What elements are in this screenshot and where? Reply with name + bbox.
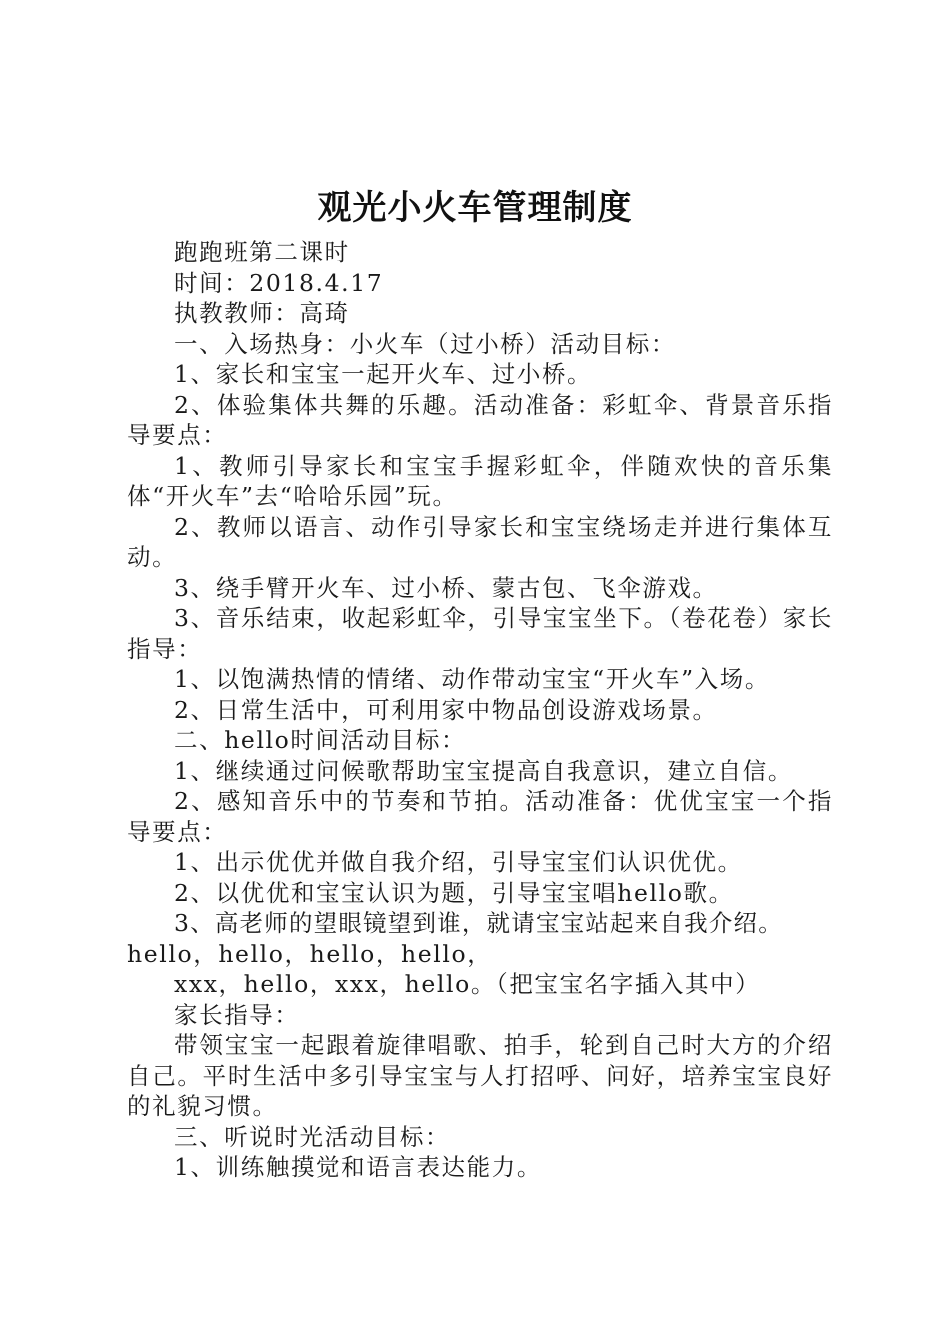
section-heading-hello: 二、hello时间活动目标： <box>174 726 467 754</box>
paragraph-item: 1、训练触摸觉和语言表达能力。 <box>174 1153 542 1181</box>
song-lyric-line: xxx，hello，xxx，hello。（把宝宝名字插入其中） <box>174 970 761 998</box>
paragraph-item: 3、绕手臂开火车、过小桥、蒙古包、飞伞游戏。 <box>174 573 718 602</box>
paragraph-item: 1、以饱满热情的情绪、动作带动宝宝“开火车”入场。 <box>174 665 770 693</box>
paragraph-item: 1、出示优优并做自我介绍，引导宝宝们认识优优。 <box>174 848 743 876</box>
paragraph-item: 3、高老师的望眼镜望到谁，就请宝宝站起来自我介绍。 <box>174 909 783 937</box>
paragraph-item: 1、家长和宝宝一起开火车、过小桥。 <box>174 360 593 388</box>
paragraph-teacher: 执教教师：高琦 <box>174 299 350 327</box>
paragraph-item: 3、音乐结束，收起彩虹伞，引导宝宝坐下。（卷花卷）家长指导： <box>127 604 833 663</box>
paragraph-date: 时间：2018.4.17 <box>174 268 384 297</box>
paragraph-item: 2、教师以语言、动作引导家长和宝宝绕场走并进行集体互动。 <box>127 512 833 571</box>
paragraph-class-name: 跑跑班第二课时 <box>174 238 350 266</box>
paragraph-item: 1、继续通过问候歌帮助宝宝提高自我意识，建立自信。 <box>174 756 793 785</box>
section-heading-listening: 三、听说时光活动目标： <box>174 1122 451 1151</box>
song-lyric-line: hello，hello，hello，hello， <box>127 939 493 968</box>
document-title: 观光小火车管理制度 <box>317 188 633 228</box>
paragraph-parent-guide: 带领宝宝一起跟着旋律唱歌、拍手，轮到自己时大方的介绍自己。平时生活中多引导宝宝与人打招呼、问好，培养宝宝良好的礼貌习惯。 <box>127 1031 833 1120</box>
paragraph-item: 2、体验集体共舞的乐趣。活动准备：彩虹伞、背景音乐指导要点： <box>127 390 833 449</box>
paragraph-item: 2、日常生活中，可利用家中物品创设游戏场景。 <box>174 695 718 724</box>
paragraph-item: 2、以优优和宝宝认识为题，引导宝宝唱hello歌。 <box>174 878 734 907</box>
section-heading-parent-guide: 家长指导： <box>174 1000 300 1029</box>
paragraph-item: 1、教师引导家长和宝宝手握彩虹伞，伴随欢快的音乐集体“开火车”去“哈哈乐园”玩。 <box>127 451 833 510</box>
document-body <box>127 237 833 1183</box>
paragraph-item: 2、感知音乐中的节奏和节拍。活动准备：优优宝宝一个指导要点： <box>127 787 833 846</box>
section-heading-warmup: 一、入场热身：小火车（过小桥）活动目标： <box>174 329 676 358</box>
